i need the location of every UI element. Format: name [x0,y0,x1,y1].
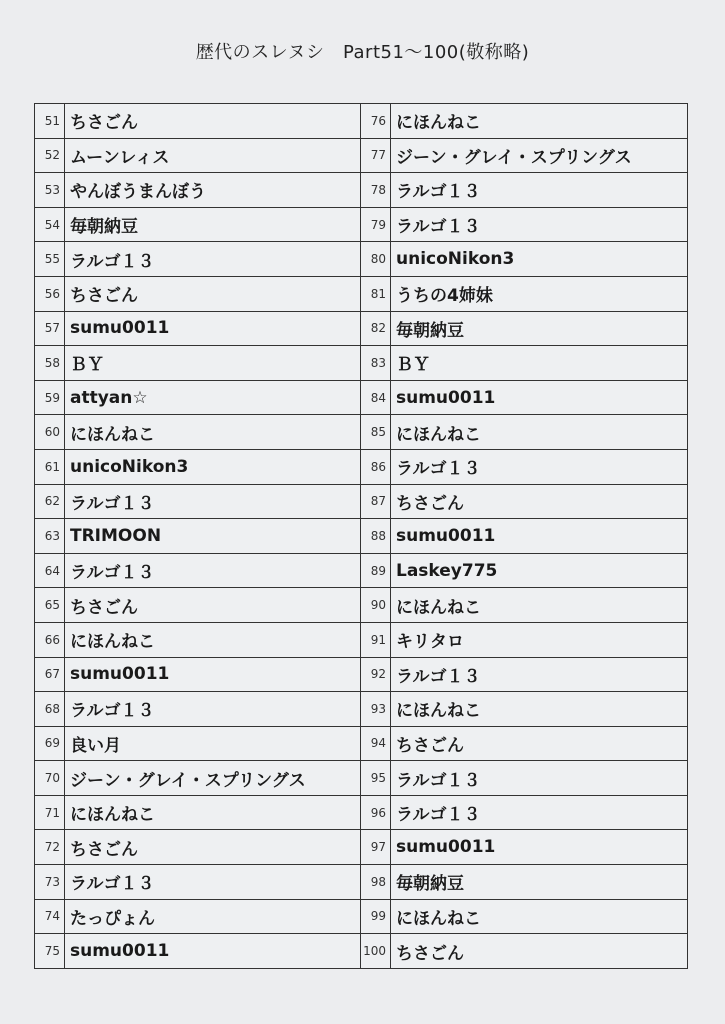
row-number: 79 [361,208,391,242]
table-row [35,761,360,796]
thread-starter-name: 毎朝納豆 [70,217,138,238]
table-row [361,312,687,347]
table-row [361,139,687,174]
table-row [361,796,687,831]
thread-starter-name: Laskey775 [396,560,498,581]
row-number: 87 [361,485,391,519]
thread-starter-name: にほんねこ [396,701,481,722]
thread-starter-name: キリタロ [396,632,464,653]
table-row [361,277,687,312]
row-number: 75 [35,934,65,968]
table-row [35,554,360,589]
table-row [361,242,687,277]
table-row [361,934,687,968]
row-number: 91 [361,623,391,657]
table-row [361,450,687,485]
table-row [35,796,360,831]
thread-starter-name: ジーン・グレイ・スプリングス [396,147,632,168]
table-row [361,623,687,658]
table-row [35,208,360,243]
table-row [35,139,360,174]
row-number: 71 [35,796,65,830]
table-row [35,485,360,520]
row-number: 98 [361,865,391,899]
table-row [361,208,687,243]
row-number: 54 [35,208,65,242]
thread-starter-name: ラルゴ１３ [70,701,155,722]
table-row [35,727,360,762]
table-row [361,830,687,865]
thread-starter-name: ちさごん [70,286,138,307]
row-number: 95 [361,761,391,795]
table-row [35,934,360,968]
thread-starter-name: ラルゴ１３ [70,493,155,514]
thread-starter-name: sumu0011 [396,387,496,408]
row-number: 61 [35,450,65,484]
row-number: 77 [361,139,391,173]
thread-starter-name: たっぴょん [70,908,155,929]
table-row [361,692,687,727]
table-row [35,900,360,935]
table-row [35,277,360,312]
thread-starter-name: ＢＹ [396,355,430,376]
row-number: 68 [35,692,65,726]
thread-starter-name: ちさごん [396,735,464,756]
table-row [35,519,360,554]
thread-starter-name: ラルゴ１３ [396,217,481,238]
table-row [35,450,360,485]
table-row [35,415,360,450]
thread-starter-name: にほんねこ [396,908,481,929]
thread-starter-name: sumu0011 [396,837,496,858]
table-row [361,381,687,416]
row-number: 81 [361,277,391,311]
left-column [34,103,361,969]
row-number: 59 [35,381,65,415]
row-number: 99 [361,900,391,934]
thread-starter-name: ちさごん [70,113,138,134]
row-number: 63 [35,519,65,553]
row-number: 93 [361,692,391,726]
thread-starter-name: 良い月 [70,735,121,756]
row-number: 76 [361,104,391,138]
row-number: 56 [35,277,65,311]
table-row [35,173,360,208]
thread-starter-name: にほんねこ [396,597,481,618]
row-number: 67 [35,658,65,692]
thread-starter-name: ラルゴ１３ [70,874,155,895]
thread-starter-table [34,103,688,969]
row-number: 92 [361,658,391,692]
row-number: 51 [35,104,65,138]
thread-starter-name: 毎朝納豆 [396,874,464,895]
row-number: 89 [361,554,391,588]
thread-starter-name: sumu0011 [70,664,170,685]
thread-starter-name: ちさごん [396,493,464,514]
table-row [35,381,360,416]
row-number: 80 [361,242,391,276]
row-number: 66 [35,623,65,657]
thread-starter-name: sumu0011 [70,941,170,962]
table-row [361,346,687,381]
row-number: 72 [35,830,65,864]
thread-starter-name: ジーン・グレイ・スプリングス [70,770,306,791]
thread-starter-name: うちの4姉妹 [396,286,493,307]
table-row [361,588,687,623]
table-row [35,346,360,381]
row-number: 86 [361,450,391,484]
row-number: 65 [35,588,65,622]
thread-starter-name: unicoNikon3 [396,249,515,270]
row-number: 97 [361,830,391,864]
row-number: 60 [35,415,65,449]
thread-starter-name: ちさごん [396,943,464,964]
thread-starter-name: ちさごん [70,597,138,618]
table-row [35,623,360,658]
right-column [361,103,688,969]
thread-starter-name: ラルゴ１３ [396,666,481,687]
table-row [35,242,360,277]
table-row [361,727,687,762]
page-title: 歴代のスレヌシ Part51〜100(敬称略) [195,42,530,63]
table-row [361,173,687,208]
row-number: 52 [35,139,65,173]
row-number: 74 [35,900,65,934]
row-number: 78 [361,173,391,207]
table-row [35,312,360,347]
thread-starter-name: にほんねこ [70,632,155,653]
row-number: 69 [35,727,65,761]
row-number: 73 [35,865,65,899]
thread-starter-name: にほんねこ [396,113,481,134]
table-row [361,658,687,693]
thread-starter-name: sumu0011 [396,525,496,546]
thread-starter-name: ムーンレィス [70,147,170,168]
table-row [361,554,687,589]
thread-starter-name: ラルゴ１３ [396,805,481,826]
row-number: 55 [35,242,65,276]
row-number: 82 [361,312,391,346]
thread-starter-name: ちさごん [70,839,138,860]
table-row [35,104,360,139]
table-row [35,588,360,623]
row-number: 64 [35,554,65,588]
row-number: 83 [361,346,391,380]
row-number: 70 [35,761,65,795]
row-number: 84 [361,381,391,415]
table-row [35,658,360,693]
row-number: 57 [35,312,65,346]
table-row [361,761,687,796]
thread-starter-name: sumu0011 [70,318,170,339]
table-row [361,865,687,900]
thread-starter-name: ラルゴ１３ [396,459,481,480]
row-number: 90 [361,588,391,622]
table-row [361,900,687,935]
thread-starter-name: TRIMOON [70,525,162,546]
thread-starter-name: ラルゴ１３ [70,563,155,584]
thread-starter-name: にほんねこ [70,424,155,445]
row-number: 53 [35,173,65,207]
thread-starter-name: ラルゴ１３ [396,770,481,791]
table-row [361,519,687,554]
thread-starter-name: 毎朝納豆 [396,320,464,341]
thread-starter-name: ＢＹ [70,355,104,376]
table-row [35,830,360,865]
table-row [35,692,360,727]
thread-starter-name: ラルゴ１３ [396,182,481,203]
thread-starter-name: attyan☆ [70,387,148,408]
thread-starter-name: やんぼうまんぼう [70,182,206,203]
table-row [361,415,687,450]
thread-starter-name: unicoNikon3 [70,456,189,477]
thread-starter-name: にほんねこ [396,424,481,445]
row-number: 94 [361,727,391,761]
table-row [361,485,687,520]
row-number: 88 [361,519,391,553]
table-row [361,104,687,139]
thread-starter-name: にほんねこ [70,805,155,826]
thread-starter-name: ラルゴ１３ [70,251,155,272]
row-number: 96 [361,796,391,830]
table-row [35,865,360,900]
row-number: 100 [361,934,391,968]
row-number: 85 [361,415,391,449]
row-number: 62 [35,485,65,519]
row-number: 58 [35,346,65,380]
